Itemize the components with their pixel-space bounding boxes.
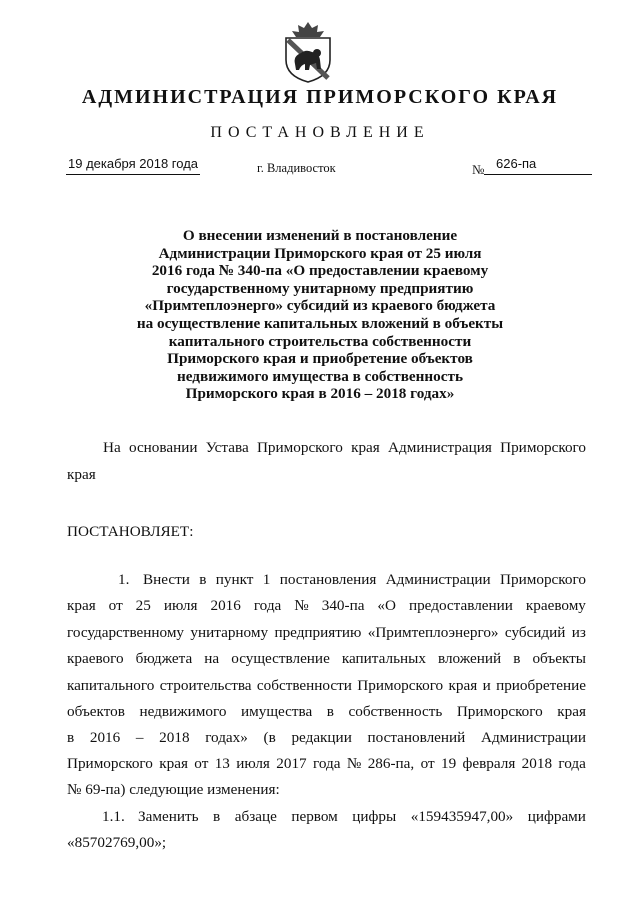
paragraph-1-line <box>67 755 586 773</box>
word: пункт <box>215 571 254 588</box>
word: в <box>199 571 207 588</box>
resolves-heading: ПОСТАНОВЛЯЕТ: <box>67 523 194 540</box>
word: 286-па, <box>367 755 415 772</box>
word: краевого <box>67 650 124 667</box>
word: февраля <box>462 755 516 772</box>
paragraph-number: 1. <box>118 571 130 588</box>
word: имущества <box>240 703 313 720</box>
word: собственности <box>256 677 352 694</box>
word: от <box>420 755 435 772</box>
paragraph-1-line <box>67 650 586 668</box>
word: Приморского <box>456 703 543 720</box>
word: «159435947,00» <box>410 808 514 825</box>
word: 1 <box>262 571 271 588</box>
paragraph-1-1-line <box>138 808 586 826</box>
word: Приморского <box>357 677 444 694</box>
word: Приморского <box>500 571 586 588</box>
word: приобретение <box>496 677 586 694</box>
word: объектов <box>67 703 125 720</box>
number-sign: № <box>472 162 485 177</box>
word: постановления <box>279 571 377 588</box>
word: 2018 <box>521 755 553 772</box>
word: года <box>313 755 341 772</box>
document-type: ПОСТАНОВЛЕНИЕ <box>210 124 430 141</box>
word: 25 <box>135 597 151 614</box>
word: от <box>108 597 123 614</box>
word: «О <box>377 597 396 614</box>
word: на <box>204 650 220 667</box>
word: редакции <box>291 729 352 746</box>
word: Заменить <box>138 808 199 825</box>
word: в <box>67 729 75 746</box>
date-underline <box>66 174 200 175</box>
word: года <box>253 597 282 614</box>
word: осуществление <box>231 650 330 667</box>
title-line: Администрации Приморского края от 25 июля <box>158 244 482 262</box>
word: 2018 <box>159 729 190 746</box>
word: Устава <box>205 439 249 456</box>
word: Администрация <box>388 439 492 456</box>
title-line: «Примтеплоэнерго» субсидий из краевого бюджета <box>144 297 496 315</box>
word: края <box>448 677 478 694</box>
word: Приморского <box>256 439 343 456</box>
word: 2016 <box>89 729 121 746</box>
word: Внести <box>143 571 190 588</box>
word: 340-па <box>321 597 365 614</box>
document-date: 19 декабря 2018 года <box>68 156 199 171</box>
basis-line-1 <box>103 439 586 457</box>
word: Администрации <box>480 729 586 746</box>
number-underline <box>484 174 592 175</box>
word: в <box>213 808 221 825</box>
word: краевому <box>525 597 586 614</box>
word: из <box>571 624 586 641</box>
word: бюджета <box>135 650 193 667</box>
word: в <box>326 703 334 720</box>
word: 13 <box>214 755 230 772</box>
word: абзаце <box>234 808 277 825</box>
word: объекты <box>532 650 586 667</box>
word: и <box>482 677 491 694</box>
word: июля <box>236 755 270 772</box>
word: капитальных <box>341 650 426 667</box>
word: края <box>159 755 188 772</box>
word: Администрации <box>385 571 491 588</box>
title-line: 2016 года № 340-па «О предоставлении краевому <box>151 262 489 280</box>
title-line: недвижимого имущества в собственность <box>177 367 463 385</box>
word: цифрами <box>527 808 586 825</box>
word: от <box>194 755 209 772</box>
word: Приморского <box>500 439 586 456</box>
paragraph-1-line <box>67 677 586 695</box>
word: На <box>103 439 121 456</box>
word: края <box>67 597 96 614</box>
title-line: Приморского края и приобретение объектов <box>167 350 473 368</box>
word: предприятию <box>274 624 362 641</box>
word: постановлений <box>367 729 466 746</box>
word: края <box>351 439 380 456</box>
coat-of-arms-icon <box>279 20 337 84</box>
word: первом <box>291 808 338 825</box>
word: № <box>294 597 309 614</box>
word: цифры <box>352 808 397 825</box>
paragraph-1-line: № 69-па) следующие изменения: <box>67 781 280 798</box>
word: предоставлении <box>408 597 513 614</box>
word: субсидий <box>504 624 566 641</box>
title-line: капитального строительства собственности <box>168 332 472 350</box>
word: 2016 <box>210 597 241 614</box>
paragraph-1-line <box>67 624 586 642</box>
title-line: Приморского края в 2016 – 2018 годах» <box>185 385 455 403</box>
word: собственность <box>348 703 443 720</box>
word: «Примтеплоэнерго» <box>367 624 499 641</box>
word: годах» <box>205 729 248 746</box>
subparagraph-number: 1.1. <box>102 808 125 825</box>
title-line: О внесении изменений в постановление <box>182 227 458 244</box>
paragraph-1-line <box>67 597 586 615</box>
title-line: государственному унитарному предприятию <box>166 279 474 297</box>
word: № <box>346 755 362 772</box>
paragraph-1-line <box>67 729 586 747</box>
organization-title: АДМИНИСТРАЦИЯ ПРИМОРСКОГО КРАЯ <box>81 86 559 108</box>
word: недвижимого <box>139 703 227 720</box>
word: июля <box>163 597 198 614</box>
word: вложений <box>437 650 502 667</box>
word: 19 <box>440 755 457 772</box>
word: капитального <box>67 677 155 694</box>
word: государственному <box>67 624 185 641</box>
document-city: г. Владивосток <box>257 161 336 175</box>
paragraph-1-1-line: «85702769,00»; <box>67 834 167 851</box>
paragraph-1-line <box>67 703 586 721</box>
word: строительства <box>159 677 252 694</box>
title-line: на осуществление капитальных вложений в объекты <box>136 314 504 332</box>
word: унитарному <box>190 624 269 641</box>
basis-line-2: края <box>67 466 96 483</box>
word: основании <box>128 439 198 456</box>
word: 2017 <box>276 755 307 772</box>
word: – <box>135 729 144 746</box>
word: Приморского <box>67 755 153 772</box>
word: (в <box>263 729 276 746</box>
document-title <box>100 227 540 403</box>
word: года <box>558 755 586 772</box>
word: в <box>513 650 521 667</box>
document-number: 626-па <box>496 156 537 171</box>
word: края <box>557 703 586 720</box>
paragraph-1-line <box>143 571 586 589</box>
